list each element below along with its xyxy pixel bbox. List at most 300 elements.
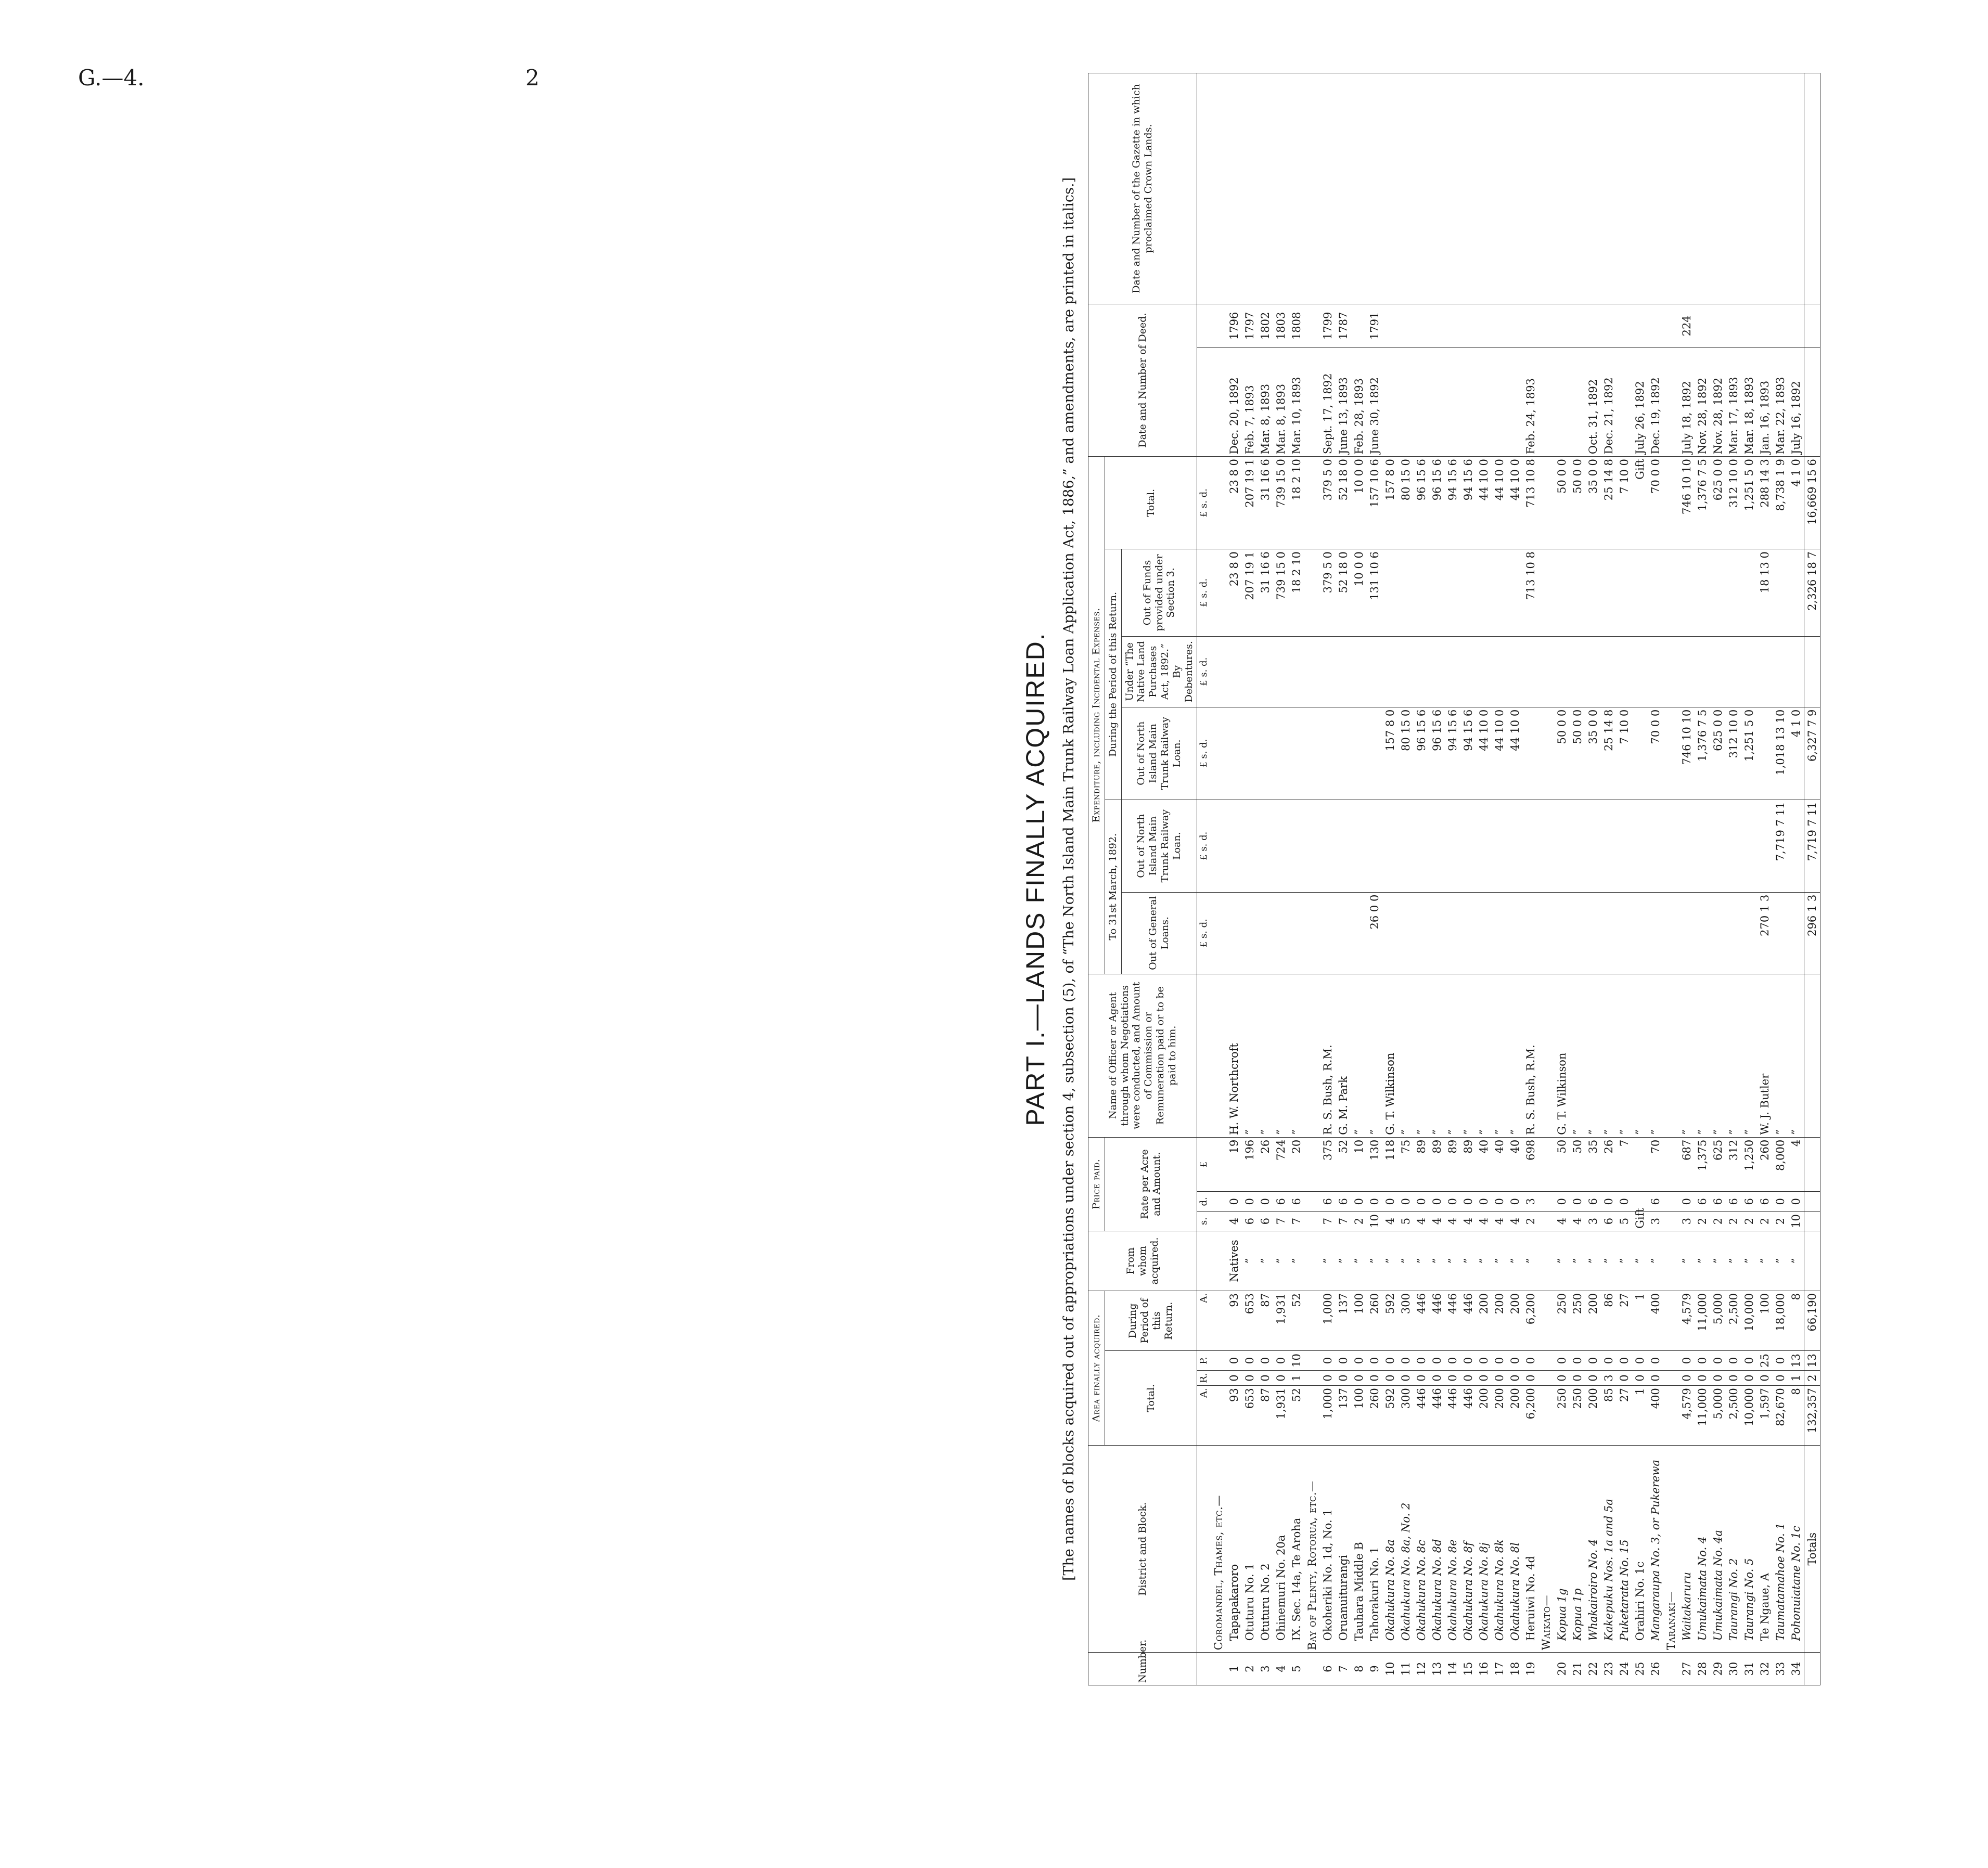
total-expenditure: 1,376 7 5 <box>1695 457 1710 549</box>
row-number: 18 <box>1507 1653 1523 1685</box>
row-number: 31 <box>1741 1653 1757 1685</box>
area-perches: 10 <box>1289 1351 1304 1371</box>
acquired-from: ” <box>1476 1231 1492 1291</box>
col-debentures <box>1121 636 1197 707</box>
area-acres: 446 <box>1460 1386 1476 1446</box>
debentures <box>1414 636 1429 707</box>
nimt-loan-to-march <box>1648 800 1663 892</box>
acquired-from: ” <box>1648 1231 1663 1291</box>
area-period: 87 <box>1258 1291 1273 1351</box>
total-expenditure: 96 15 6 <box>1414 457 1429 549</box>
officer-name: ” <box>1414 974 1429 1137</box>
general-loans <box>1273 892 1289 974</box>
area-perches: 0 <box>1242 1351 1258 1371</box>
nimt-loan-to-march <box>1788 800 1804 892</box>
nimt-loan-to-march <box>1414 800 1429 892</box>
table-row <box>1382 73 1398 1685</box>
price-amount: 687 <box>1679 1137 1695 1192</box>
table-row <box>1258 73 1273 1685</box>
area-perches: 0 <box>1710 1351 1726 1371</box>
funds-section3 <box>1414 549 1429 637</box>
nimt-loan-to-march <box>1710 800 1726 892</box>
area-perches: 0 <box>1460 1351 1476 1371</box>
empty-cell <box>1663 457 1679 549</box>
empty-cell <box>1211 1231 1226 1291</box>
unit-money: £ s. d. <box>1197 800 1211 892</box>
acquired-from: ” <box>1679 1231 1695 1291</box>
officer-name: G. T. Wilkinson <box>1382 974 1398 1137</box>
deed-number <box>1648 304 1663 348</box>
area-period: 250 <box>1570 1291 1585 1351</box>
empty-cell <box>1211 707 1226 800</box>
row-number: 22 <box>1585 1653 1601 1685</box>
table-body <box>1197 73 1820 1685</box>
nimt-loan-to-march <box>1601 800 1617 892</box>
col-nimt-loan-1: Out of North Island Main Trunk Railway Loan. <box>1121 800 1197 892</box>
gazette-reference <box>1648 73 1663 304</box>
price-amount: 698 <box>1523 1137 1538 1192</box>
funds-section3 <box>1710 549 1726 637</box>
empty-cell <box>1211 1370 1226 1385</box>
area-acres: 400 <box>1648 1386 1663 1446</box>
area-acres: 1,000 <box>1320 1386 1336 1446</box>
rate-shillings: 4 <box>1445 1212 1460 1231</box>
deed-date: Mar. 8, 1893 <box>1258 347 1273 456</box>
nimt-loan-to-march <box>1460 800 1476 892</box>
rate-shillings: 2 <box>1351 1212 1367 1231</box>
rate-shillings: 2 <box>1741 1212 1757 1231</box>
nimt-loan-to-march <box>1258 800 1273 892</box>
block-name: Okahukura No. 8j <box>1476 1446 1492 1653</box>
block-name: Okahukura No. 8l <box>1507 1446 1523 1653</box>
block-name: Pohonuiatane No. 1c <box>1788 1446 1804 1653</box>
deed-number <box>1617 304 1632 348</box>
row-number: 19 <box>1523 1653 1538 1685</box>
rate-shillings: 2 <box>1773 1212 1788 1231</box>
block-name: Otuturu No. 2 <box>1258 1446 1273 1653</box>
unit-money: £ s. d. <box>1197 636 1211 707</box>
gazette-reference <box>1429 73 1445 304</box>
acquired-from: ” <box>1554 1231 1570 1291</box>
empty-cell <box>1663 636 1679 707</box>
rate-pence: 0 <box>1226 1192 1242 1212</box>
debentures <box>1585 636 1601 707</box>
general-loans <box>1632 892 1648 974</box>
gazette-reference <box>1336 73 1351 304</box>
empty-cell <box>1211 1212 1226 1231</box>
total-expenditure: 10 0 0 <box>1351 457 1367 549</box>
deed-number <box>1398 304 1414 348</box>
area-roods: 0 <box>1570 1370 1585 1385</box>
area-period: 1,931 <box>1273 1291 1289 1351</box>
unit-s: s. <box>1197 1212 1211 1231</box>
rate-shillings: 2 <box>1695 1212 1710 1231</box>
nimt-loan-period: 44 10 0 <box>1507 707 1523 800</box>
report-code: G.—4. <box>78 65 145 91</box>
funds-section3 <box>1445 549 1460 637</box>
block-name: Okahukura No. 8c <box>1414 1446 1429 1653</box>
rate-shillings: 3 <box>1585 1212 1601 1231</box>
area-perches: 0 <box>1429 1351 1445 1371</box>
block-name: Otuturu No. 1 <box>1242 1446 1258 1653</box>
area-period: 18,000 <box>1773 1291 1788 1351</box>
area-roods: 0 <box>1476 1370 1492 1385</box>
officer-name: G. T. Wilkinson <box>1554 974 1570 1137</box>
deed-date: Mar. 17, 1893 <box>1726 347 1741 456</box>
deed-number: 1797 <box>1242 304 1258 348</box>
nimt-loan-to-march <box>1445 800 1460 892</box>
officer-name: ” <box>1476 974 1492 1137</box>
nimt-loan-period: 1,251 5 0 <box>1741 707 1757 800</box>
area-period: 446 <box>1414 1291 1429 1351</box>
price-amount: 89 <box>1429 1137 1445 1192</box>
rate-pence: 0 <box>1492 1192 1507 1212</box>
area-roods: 0 <box>1242 1370 1258 1385</box>
area-acres: 2,500 <box>1726 1386 1741 1446</box>
rate-shillings: 2 <box>1757 1212 1773 1231</box>
col-area-period: During Period of this Return. <box>1105 1291 1197 1351</box>
general-loans <box>1445 892 1460 974</box>
funds-section3: 18 2 10 <box>1289 549 1304 637</box>
total-expenditure: 96 15 6 <box>1429 457 1445 549</box>
total-expenditure: 739 15 0 <box>1273 457 1289 549</box>
debentures <box>1367 636 1382 707</box>
price-amount <box>1632 1137 1648 1192</box>
acquired-from: ” <box>1382 1231 1398 1291</box>
table-row <box>1336 73 1351 1685</box>
funds-section3: 131 10 6 <box>1367 549 1382 637</box>
area-period: 8 <box>1788 1291 1804 1351</box>
nimt-loan-period: 7 10 0 <box>1617 707 1632 800</box>
area-perches: 0 <box>1382 1351 1398 1371</box>
unit-a: A. <box>1197 1291 1211 1351</box>
debentures <box>1492 636 1507 707</box>
area-perches: 0 <box>1570 1351 1585 1371</box>
row-number: 5 <box>1289 1653 1304 1685</box>
totals-perches: 13 <box>1804 1351 1820 1371</box>
acquired-from: ” <box>1585 1231 1601 1291</box>
funds-section3: 31 16 6 <box>1258 549 1273 637</box>
deed-date: Mar. 10, 1893 <box>1289 347 1304 456</box>
rate-pence: 0 <box>1382 1192 1398 1212</box>
block-name: Okahukura No. 8e <box>1445 1446 1460 1653</box>
rate-pence: 6 <box>1710 1192 1726 1212</box>
units-row <box>1197 73 1211 1685</box>
row-number: 25 <box>1632 1653 1648 1685</box>
area-acres: 100 <box>1351 1386 1367 1446</box>
debentures <box>1242 636 1258 707</box>
price-amount: 118 <box>1382 1137 1398 1192</box>
block-name: Heruiwi No. 4d <box>1523 1446 1538 1653</box>
page-number: 2 <box>525 65 540 91</box>
gazette-reference <box>1445 73 1460 304</box>
funds-section3 <box>1601 549 1617 637</box>
area-roods: 0 <box>1336 1370 1351 1385</box>
deed-date <box>1507 347 1523 456</box>
general-loans <box>1679 892 1695 974</box>
block-name: Okahukura No. 8f <box>1460 1446 1476 1653</box>
gazette-reference <box>1367 73 1382 304</box>
deed-number <box>1757 304 1773 348</box>
general-loans <box>1507 892 1523 974</box>
unit-a: A. <box>1197 1386 1211 1446</box>
totals-general: 296 1 3 <box>1804 892 1820 974</box>
debentures <box>1289 636 1304 707</box>
rate-pence: 0 <box>1773 1192 1788 1212</box>
officer-name: ” <box>1632 974 1648 1137</box>
empty-cell <box>1304 1370 1320 1385</box>
empty-cell <box>1538 1212 1554 1231</box>
rate-pence: 0 <box>1788 1192 1804 1212</box>
debentures-label: By Debentures. <box>1171 641 1195 703</box>
area-roods: 0 <box>1492 1370 1507 1385</box>
deed-number <box>1523 304 1538 348</box>
deed-date <box>1382 347 1398 456</box>
price-amount: 4 <box>1788 1137 1804 1192</box>
area-acres: 446 <box>1414 1386 1429 1446</box>
area-period: 200 <box>1476 1291 1492 1351</box>
deed-number <box>1476 304 1492 348</box>
block-name: Okahukura No. 8a, No. 2 <box>1398 1446 1414 1653</box>
area-period: 260 <box>1367 1291 1382 1351</box>
row-number: 33 <box>1773 1653 1788 1685</box>
debentures <box>1507 636 1523 707</box>
area-acres: 592 <box>1382 1386 1398 1446</box>
gazette-reference <box>1460 73 1476 304</box>
general-loans <box>1460 892 1476 974</box>
nimt-loan-period <box>1320 707 1336 800</box>
empty-cell <box>1211 1291 1226 1351</box>
rate-pence: 6 <box>1741 1192 1757 1212</box>
empty-cell <box>1804 974 1820 1137</box>
empty-cell <box>1304 347 1320 456</box>
row-number: 15 <box>1460 1653 1476 1685</box>
officer-name: H. W. Northcroft <box>1226 974 1242 1137</box>
total-expenditure: 157 10 6 <box>1367 457 1382 549</box>
nimt-loan-period <box>1226 707 1242 800</box>
empty-cell <box>1663 1351 1679 1371</box>
area-roods: 0 <box>1320 1370 1336 1385</box>
deed-number <box>1554 304 1570 348</box>
empty-cell <box>1304 304 1320 348</box>
empty-cell <box>1211 800 1226 892</box>
rate-shillings: 4 <box>1414 1212 1429 1231</box>
general-loans <box>1351 892 1367 974</box>
deed-number: 1802 <box>1258 304 1273 348</box>
area-acres: 200 <box>1507 1386 1523 1446</box>
deed-number: 1808 <box>1289 304 1304 348</box>
officer-name: ” <box>1773 974 1788 1137</box>
gazette-reference <box>1382 73 1398 304</box>
area-period: 100 <box>1351 1291 1367 1351</box>
funds-section3 <box>1773 549 1788 637</box>
price-amount: 375 <box>1320 1137 1336 1192</box>
acquired-from: ” <box>1601 1231 1617 1291</box>
row-number: 34 <box>1788 1653 1804 1685</box>
gazette-reference <box>1710 73 1726 304</box>
nimt-loan-to-march <box>1507 800 1523 892</box>
lands-acquired-table <box>1088 73 1820 1685</box>
acquired-from: ” <box>1460 1231 1476 1291</box>
totals-funds: 2,326 18 7 <box>1804 549 1820 637</box>
acquired-from: ” <box>1773 1231 1788 1291</box>
empty-cell <box>1211 1351 1226 1371</box>
gazette-reference <box>1554 73 1570 304</box>
area-period: 10,000 <box>1741 1291 1757 1351</box>
acquired-from: ” <box>1289 1231 1304 1291</box>
price-amount: 26 <box>1258 1137 1273 1192</box>
block-name: Tauhara Middle B <box>1351 1446 1367 1653</box>
area-period: 1,000 <box>1320 1291 1336 1351</box>
total-expenditure: 207 19 1 <box>1242 457 1258 549</box>
table-row <box>1632 73 1648 1685</box>
empty-cell <box>1211 304 1226 348</box>
deed-date <box>1476 347 1492 456</box>
price-amount: 89 <box>1445 1137 1460 1192</box>
empty-cell <box>1538 1231 1554 1291</box>
area-period: 86 <box>1601 1291 1617 1351</box>
area-acres: 11,000 <box>1695 1386 1710 1446</box>
nimt-loan-period: 44 10 0 <box>1492 707 1507 800</box>
area-period: 27 <box>1617 1291 1632 1351</box>
nimt-loan-to-march <box>1273 800 1289 892</box>
rate-pence: 0 <box>1367 1192 1382 1212</box>
gazette-reference <box>1507 73 1523 304</box>
table-row <box>1523 73 1538 1685</box>
totals-roods: 2 <box>1804 1370 1820 1385</box>
general-loans <box>1289 892 1304 974</box>
rate-shillings: 10 <box>1367 1212 1382 1231</box>
nimt-loan-period: 25 14 8 <box>1601 707 1617 800</box>
empty-cell <box>1304 974 1320 1137</box>
rate-pence: 0 <box>1398 1192 1414 1212</box>
gazette-reference <box>1492 73 1507 304</box>
block-name: IX. Sec. 14a, Te Aroha <box>1289 1446 1304 1653</box>
unit-pound: £ <box>1197 1137 1211 1192</box>
block-name: Taurangi No. 5 <box>1741 1446 1757 1653</box>
funds-section3 <box>1554 549 1570 637</box>
debentures <box>1741 636 1757 707</box>
total-expenditure: 7 10 0 <box>1617 457 1632 549</box>
area-roods: 0 <box>1351 1370 1367 1385</box>
empty-cell <box>1538 457 1554 549</box>
row-number: 20 <box>1554 1653 1570 1685</box>
empty-cell <box>1538 1351 1554 1371</box>
debentures <box>1773 636 1788 707</box>
block-name: Tahorakuri No. 1 <box>1367 1446 1382 1653</box>
block-name: Okahukura No. 8k <box>1492 1446 1507 1653</box>
unit-d: d. <box>1197 1192 1211 1212</box>
deed-date <box>1414 347 1429 456</box>
acquired-from: ” <box>1741 1231 1757 1291</box>
area-period: 446 <box>1460 1291 1476 1351</box>
block-name: Okoheriki No. 1d, No. 1 <box>1320 1446 1336 1653</box>
officer-name: ” <box>1601 974 1617 1137</box>
empty-cell <box>1304 73 1320 304</box>
deed-date: Jan. 16, 1893 <box>1757 347 1773 456</box>
deed-number <box>1507 304 1523 348</box>
nimt-loan-to-march <box>1695 800 1710 892</box>
area-acres: 1,597 <box>1757 1386 1773 1446</box>
area-perches: 0 <box>1258 1351 1273 1371</box>
rate-shillings: 6 <box>1242 1212 1258 1231</box>
total-expenditure: 94 15 6 <box>1445 457 1460 549</box>
area-period: 4,579 <box>1679 1291 1695 1351</box>
empty-cell <box>1211 1386 1226 1446</box>
totals-period: 66,190 <box>1804 1291 1820 1351</box>
funds-section3 <box>1585 549 1601 637</box>
area-roods: 0 <box>1679 1370 1695 1385</box>
totals-area: 132,357 <box>1804 1386 1820 1446</box>
empty-cell <box>1663 73 1679 304</box>
officer-name: ” <box>1710 974 1726 1137</box>
funds-section3 <box>1476 549 1492 637</box>
empty-cell <box>1211 892 1226 974</box>
area-roods: 0 <box>1429 1370 1445 1385</box>
empty-cell <box>1304 707 1320 800</box>
deed-number: 1803 <box>1273 304 1289 348</box>
col-gazette: Date and Number of the Gazette in which proclaimed Crown Lands. <box>1088 73 1197 304</box>
unit-money: £ s. d. <box>1197 707 1211 800</box>
total-expenditure: 746 10 10 <box>1679 457 1695 549</box>
empty-cell <box>1538 1192 1554 1212</box>
rate-shillings: 6 <box>1258 1212 1273 1231</box>
debentures <box>1351 636 1367 707</box>
price-amount: 1,375 <box>1695 1137 1710 1192</box>
totals-total: 16,669 15 6 <box>1804 457 1820 549</box>
gazette-reference <box>1726 73 1741 304</box>
area-perches: 13 <box>1788 1351 1804 1371</box>
unit-money: £ s. d. <box>1197 892 1211 974</box>
debentures <box>1788 636 1804 707</box>
funds-section3 <box>1382 549 1398 637</box>
gazette-reference <box>1585 73 1601 304</box>
rate-shillings: 4 <box>1226 1212 1242 1231</box>
deed-date: Dec. 20, 1892 <box>1226 347 1242 456</box>
totals-nimt-2: 6,327 7 9 <box>1804 707 1820 800</box>
empty-cell <box>1663 1137 1679 1192</box>
nimt-loan-period <box>1757 707 1773 800</box>
total-expenditure: 94 15 6 <box>1460 457 1476 549</box>
nlpa-label: Under “The Native Land Purchases Act, 1892.” <box>1123 641 1171 703</box>
officer-name: ” <box>1351 974 1367 1137</box>
deed-date: Nov. 28, 1892 <box>1695 347 1710 456</box>
total-expenditure: 31 16 6 <box>1258 457 1273 549</box>
rate-pence: 0 <box>1242 1192 1258 1212</box>
empty-cell <box>1538 1291 1554 1351</box>
area-period: 200 <box>1507 1291 1523 1351</box>
funds-section3 <box>1741 549 1757 637</box>
empty-cell <box>1211 457 1226 549</box>
totals-label: Totals <box>1804 1446 1820 1653</box>
nimt-loan-period <box>1289 707 1304 800</box>
row-number: 28 <box>1695 1653 1710 1685</box>
area-acres: 446 <box>1445 1386 1460 1446</box>
nimt-loan-period <box>1258 707 1273 800</box>
empty-cell <box>1304 1386 1320 1446</box>
area-acres: 260 <box>1367 1386 1382 1446</box>
gazette-reference <box>1570 73 1585 304</box>
debentures <box>1226 636 1242 707</box>
block-name: Whakairoiro No. 4 <box>1585 1446 1601 1653</box>
rate-pence: 0 <box>1507 1192 1523 1212</box>
unit-money: £ s. d. <box>1197 457 1211 549</box>
funds-section3 <box>1788 549 1804 637</box>
nimt-loan-to-march <box>1476 800 1492 892</box>
nimt-loan-period: 94 15 6 <box>1445 707 1460 800</box>
row-number-cell <box>1304 1653 1320 1685</box>
debentures <box>1445 636 1460 707</box>
